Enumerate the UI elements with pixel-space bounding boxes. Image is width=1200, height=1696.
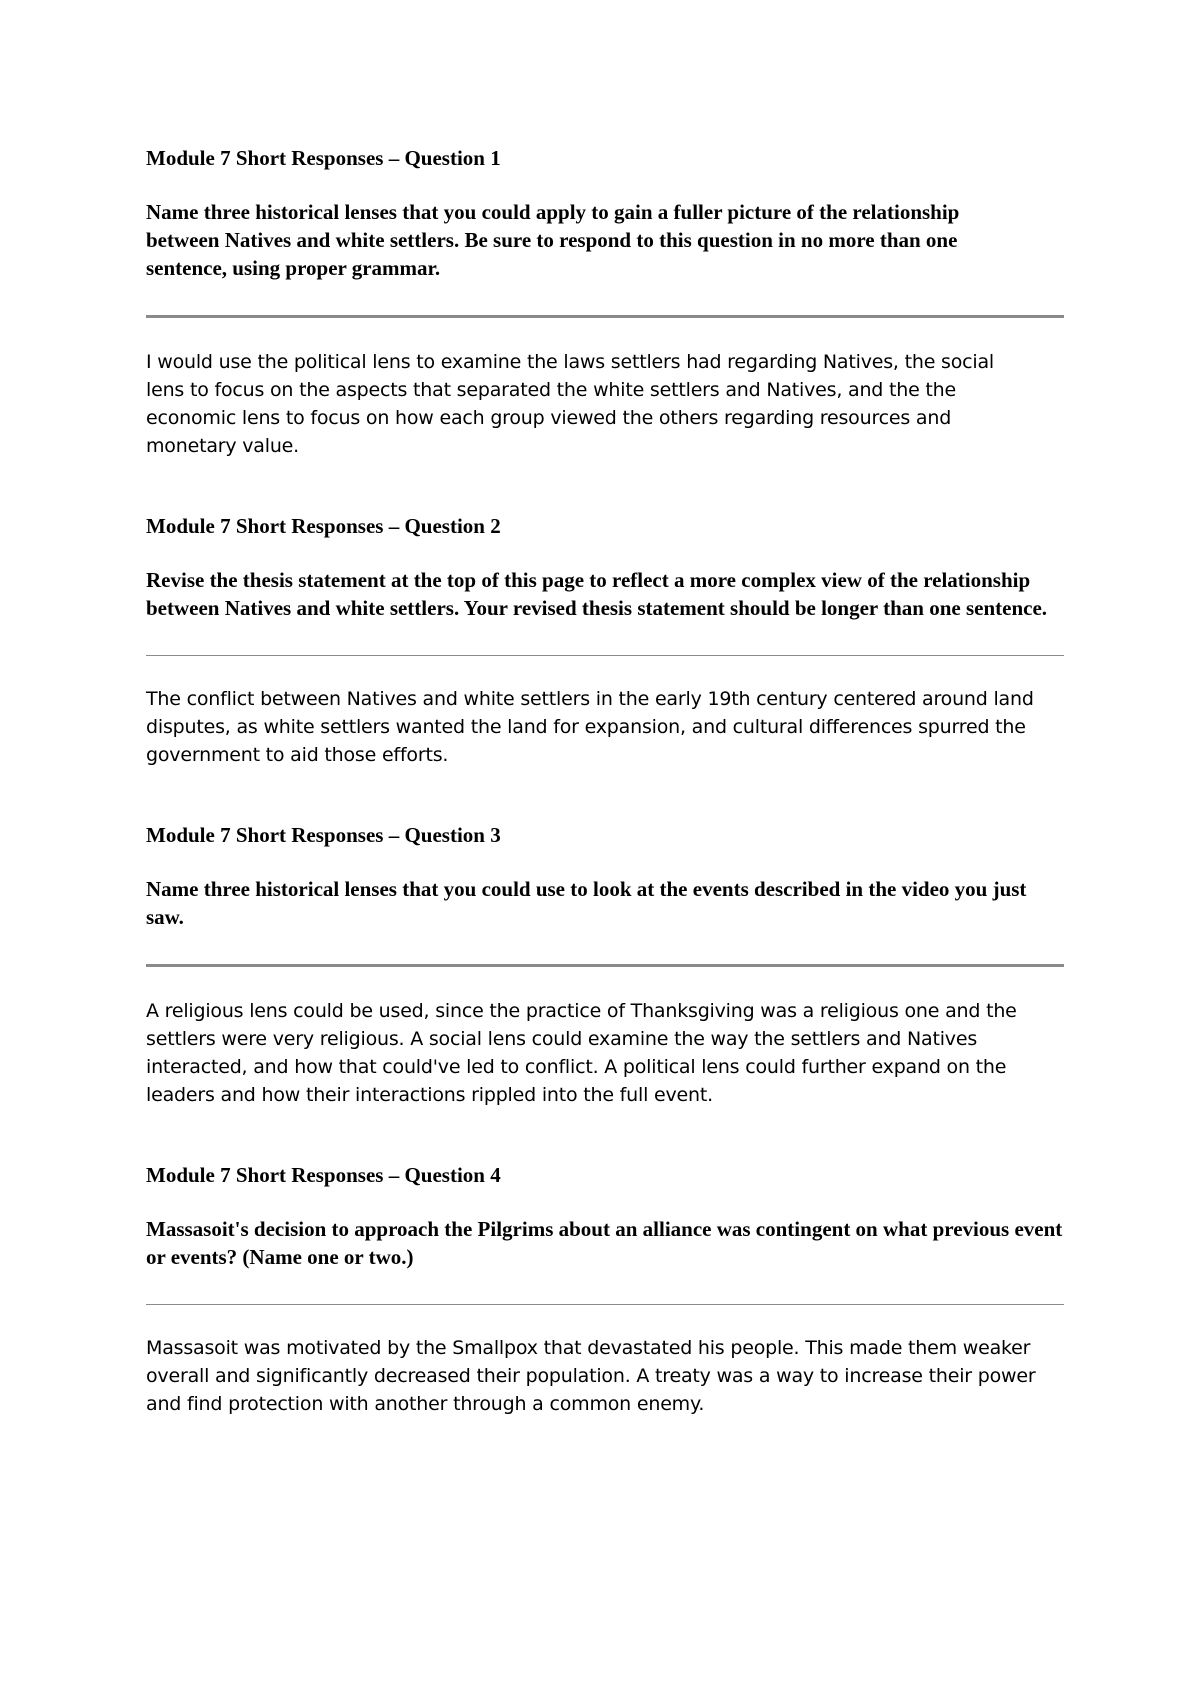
question-4-divider (146, 1304, 1064, 1305)
question-2-divider (146, 655, 1064, 656)
question-3-heading: Module 7 Short Responses – Question 3 (146, 823, 501, 847)
question-4-section (146, 1161, 1066, 1418)
question-2-prompt: Revise the thesis statement at the top of this page to reflect a more complex view of the relationship between Natives and white settlers. Your revised thesis statement should be longer than one sentence. (146, 568, 1048, 620)
question-4-heading: Module 7 Short Responses – Question 4 (146, 1163, 501, 1187)
document-page (146, 144, 1066, 1418)
question-2-answer: The conflict between Natives and white settlers in the early 19th century centered around land disputes, as white settlers wanted the land for expansion, and cultural differences spurred the government to aid those efforts. (146, 688, 1034, 766)
question-3-prompt: Name three historical lenses that you could use to look at the events described in the video you just saw. (146, 877, 1027, 929)
question-1-section (146, 144, 1066, 460)
question-3-section (146, 821, 1066, 1109)
question-1-heading: Module 7 Short Responses – Question 1 (146, 146, 501, 170)
question-2-section (146, 512, 1066, 769)
question-1-answer: I would use the political lens to examine the laws settlers had regarding Natives, the social lens to focus on the aspects that separated the white settlers and Natives, and the the economic lens to focus on how each group viewed the others regarding resources and monetary value. (146, 351, 995, 457)
question-4-answer: Massasoit was motivated by the Smallpox that devastated his people. This made them weaker overall and significantly decreased their population. A treaty was a way to increase their power and find protection with another through a common enemy. (146, 1337, 1036, 1415)
question-3-answer: A religious lens could be used, since the practice of Thanksgiving was a religious one and the settlers were very religious. A social lens could examine the way the settlers and Natives interacted, and how that could've led to conflict. A political lens could further expand on the leaders and how their interactions rippled into the full event. (146, 1000, 1017, 1106)
question-4-prompt: Massasoit's decision to approach the Pilgrims about an alliance was contingent on what previous event or events? (Name one or two.) (146, 1217, 1063, 1269)
question-1-prompt: Name three historical lenses that you could apply to gain a fuller picture of the relationship between Natives and white settlers. Be sure to respond to this question in no more than one sentence, using proper grammar. (146, 200, 960, 280)
question-2-heading: Module 7 Short Responses – Question 2 (146, 514, 501, 538)
question-1-divider (146, 315, 1064, 318)
question-3-divider (146, 964, 1064, 967)
